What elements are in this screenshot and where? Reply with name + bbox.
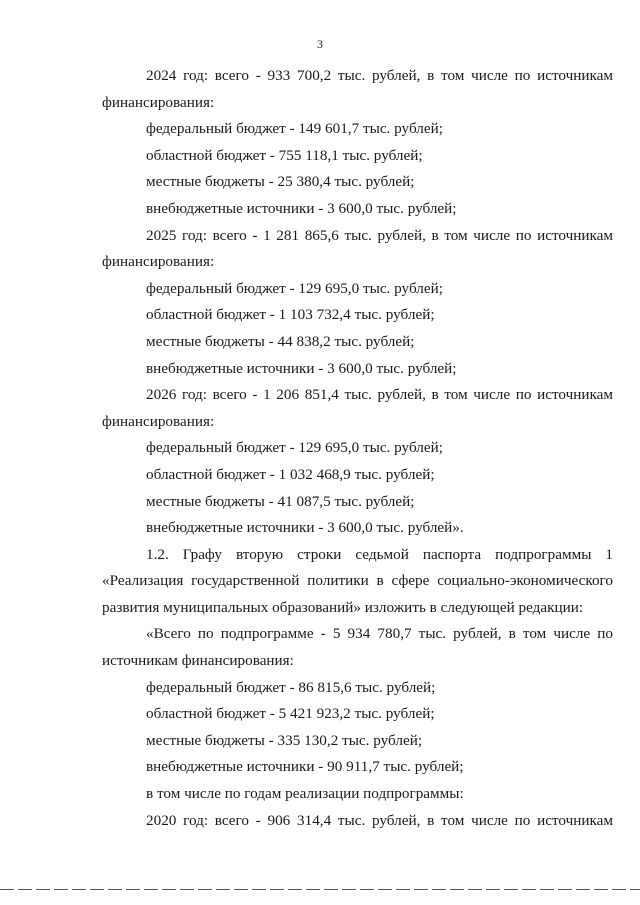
paragraph-line: федеральный бюджет - 129 695,0 тыс. рублей;: [146, 279, 443, 297]
paragraph-line: 2026 год: всего - 1 206 851,4 тыс. рублей, в том числе по источникам: [146, 386, 613, 404]
scan-edge-divider: [0, 889, 640, 890]
paragraph-line: федеральный бюджет - 129 695,0 тыс. рублей;: [146, 439, 443, 457]
paragraph-line: финансирования:: [102, 253, 215, 271]
paragraph-line: финансирования:: [102, 412, 215, 430]
paragraph-line: местные бюджеты - 44 838,2 тыс. рублей;: [146, 332, 415, 350]
page-number: 3: [317, 37, 323, 51]
paragraph-line: федеральный бюджет - 149 601,7 тыс. рублей;: [146, 120, 443, 138]
paragraph-line: 2024 год: всего - 933 700,2 тыс. рублей, в том числе по источникам: [146, 67, 613, 84]
paragraph-line: 1.2. Графу вторую строки седьмой паспорта подпрограммы 1: [146, 545, 613, 563]
paragraph-line: областной бюджет - 755 118,1 тыс. рублей;: [146, 146, 423, 164]
paragraph-line: внебюджетные источники - 3 600,0 тыс. рублей».: [146, 519, 464, 537]
paragraph-line: внебюджетные источники - 3 600,0 тыс. рублей;: [146, 359, 457, 377]
paragraph-line: финансирования:: [102, 93, 215, 111]
paragraph-line: источникам финансирования:: [102, 652, 294, 670]
paragraph-line: местные бюджеты - 335 130,2 тыс. рублей;: [146, 731, 423, 749]
paragraph-line: местные бюджеты - 41 087,5 тыс. рублей;: [146, 492, 415, 510]
document-body: [102, 63, 613, 834]
paragraph-line: внебюджетные источники - 3 600,0 тыс. рублей;: [146, 199, 457, 217]
paragraph-line: 2020 год: всего - 906 314,4 тыс. рублей, в том числе по источникам: [146, 811, 613, 829]
paragraph-line: областной бюджет - 5 421 923,2 тыс. рублей;: [146, 705, 435, 723]
paragraph-line: развития муниципальных образований» изложить в следующей редакции:: [102, 598, 584, 616]
paragraph-line: 2025 год: всего - 1 281 865,6 тыс. рублей, в том числе по источникам: [146, 226, 613, 244]
paragraph-line: внебюджетные источники - 90 911,7 тыс. рублей;: [146, 758, 464, 776]
paragraph-line: «Реализация государственной политики в сфере социально-экономического: [102, 572, 613, 590]
paragraph-line: областной бюджет - 1 032 468,9 тыс. рублей;: [146, 465, 435, 483]
paragraph-line: местные бюджеты - 25 380,4 тыс. рублей;: [146, 173, 415, 191]
paragraph-line: «Всего по подпрограмме - 5 934 780,7 тыс. рублей, в том числе по: [146, 625, 613, 643]
paragraph-line: в том числе по годам реализации подпрограммы:: [146, 785, 464, 803]
paragraph-line: федеральный бюджет - 86 815,6 тыс. рублей;: [146, 678, 436, 696]
paragraph-line: областной бюджет - 1 103 732,4 тыс. рублей;: [146, 306, 435, 324]
